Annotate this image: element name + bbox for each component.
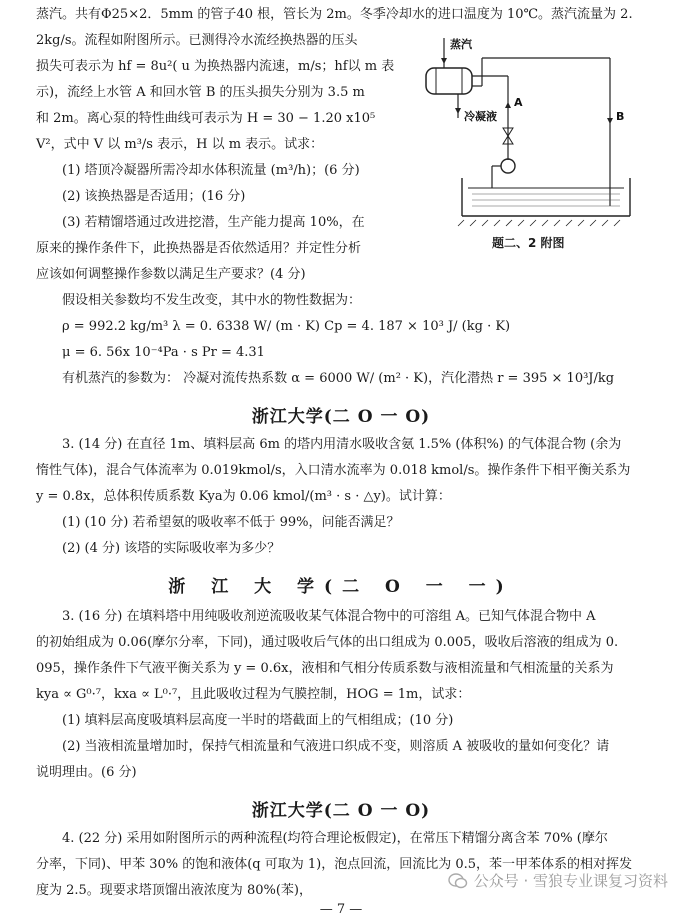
label-pipe-b: B (616, 110, 625, 123)
steam-parameters: 有机蒸汽的参数为： 冷凝对流传热系数 α = 6000 W/ (m² · K)，汽化潜热 r = 395 × 10³J/kg (62, 371, 615, 386)
question-item: (1) 填料层高度吸填料层高度一半时的塔截面上的气相组成；(10 分) (62, 713, 454, 728)
section-line: kya ∝ G⁰·⁷，kxa ∝ L⁰·⁷，且此吸收过程为气膜控制，HOG = 1m，试求： (36, 687, 471, 702)
watermark (448, 870, 668, 891)
label-pipe-a: A (514, 96, 523, 109)
intro-line: 示)，流经上水管 A 和回水管 B 的压头损失分别为 3.5 m (36, 85, 365, 100)
wechat-icon (448, 871, 468, 891)
question-item: (2) 该换热器是否适用；(16 分) (62, 189, 246, 204)
properties-line: ρ = 992.2 kg/m³ λ = 0. 6338 W/ (m · K) Cp = 4. 187 × 10³ J/ (kg · K) (62, 319, 511, 334)
page-number: — 7 — (319, 902, 363, 917)
intro-line: V²，式中 V 以 m³/s 表示，H 以 m 表示。试求： (36, 137, 324, 152)
question-item: (1) (10 分) 若希望氨的吸收率不低于 99%，问能否满足？ (62, 515, 400, 530)
section-line: 的初始组成为 0.06(摩尔分率，下同)，通过吸收后气体的出口组成为 0.005，吸收后溶液的组成为 0. (36, 635, 619, 650)
section-title: 浙江大学(二 O 一 O) (251, 801, 431, 821)
figure-caption: 题二、2 附图 (492, 236, 565, 250)
section-line: 095，操作条件下气液平衡关系为 y = 0.6x，液相和气相分传质系数与液相流量和气相流量的关系为 (36, 661, 614, 676)
section-line: 度为 2.5。现要求塔顶馏出液浓度为 80%(苯)， (36, 883, 312, 898)
question-item: (2) 当液相流量增加时，保持气相流量和气液进口织成不变，则溶质 A 被吸收的量如何变化？请 (62, 739, 610, 754)
properties-intro: 假设相关参数均不发生改变，其中水的物性数据为： (62, 293, 362, 308)
question-item: 说明理由。(6 分) (36, 765, 137, 780)
question-item: (3) 若精馏塔通过改进挖潜，生产能力提高 10%，在 (62, 215, 365, 230)
section-line: 惰性气体)，混合气体流率为 0.019kmol/s，入口清水流率为 0.018 kmol/s。操作条件下相平衡关系为 (36, 463, 631, 478)
intro-line: 损失可表示为 hf = 8u²( u 为换热器内流速，m/s；hf以 m 表 (36, 59, 395, 74)
question-item: (2) (4 分) 该塔的实际吸收率为多少？ (62, 541, 281, 556)
question-item: (1) 塔顶冷凝器所需冷却水体积流量 (m³/h)；(6 分) (62, 163, 360, 178)
section-line: 3. (14 分) 在直径 1m、填料层高 6m 的塔内用清水吸收含氨 1.5% (体积%) 的气体混合物 (余为 (62, 437, 622, 452)
watermark-text: 公众号 · 雪狼专业课复习资料 (473, 872, 668, 890)
properties-line: μ = 6. 56x 10⁻⁴Pa · s Pr = 4.31 (62, 345, 265, 360)
section-line: 4. (22 分) 采用如附图所示的两种流程(均符合理论板假定)，在常压下精馏分离含苯 70% (摩尔 (62, 831, 608, 846)
label-steam: 蒸汽 (450, 38, 472, 51)
intro-line: 和 2m。离心泵的特性曲线可表示为 H = 30 − 1.20 x10⁵ (36, 111, 376, 126)
section-line: y = 0.8x，总体积传质系数 Kya为 0.06 kmol/(m³ · s · △y)。试计算： (36, 489, 451, 504)
heat-exchanger-diagram (412, 28, 662, 258)
label-condensate: 冷凝液 (464, 110, 497, 123)
section-line: 3. (16 分) 在填料塔中用纯吸收剂逆流吸收某气体混合物中的可溶组 A。已知气体混合物中 A (62, 609, 596, 624)
intro-line: 2kg/s。流程如附图所示。已测得冷水流经换热器的压头 (36, 33, 358, 48)
section-line: 分率，下同)、甲苯 30% 的饱和液体(q 可取为 1)，泡点回流，回流比为 0.5，苯一甲苯体系的相对挥发 (36, 857, 633, 872)
question-item: 应该如何调整操作参数以满足生产要求？(4 分) (36, 267, 306, 282)
section-title: 浙 江 大 学(二 O 一 一) (168, 577, 514, 597)
intro-line: 蒸汽。共有Φ25×2．5mm 的管子40 根，管长为 2m。冬季冷却水的进口温度为 10℃。蒸汽流量为 2. (36, 7, 633, 22)
section-title: 浙江大学(二 O 一 O) (251, 407, 431, 427)
question-item: 原来的操作条件下，此换热器是否依然适用？并定性分析 (36, 241, 362, 256)
